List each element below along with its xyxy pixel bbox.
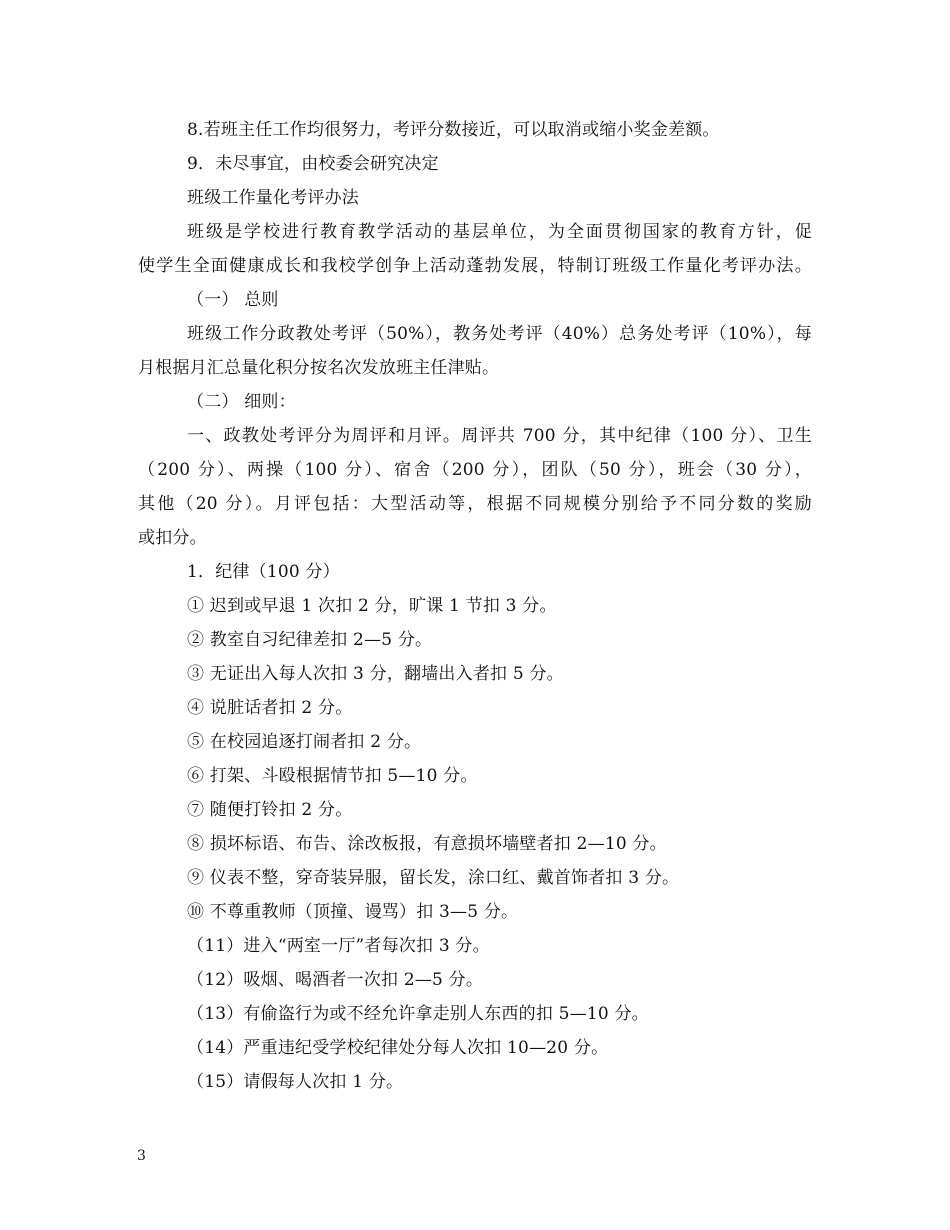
discipline-rule-4: ④ 说脏话者扣 2 分。	[187, 698, 353, 718]
discipline-rule-6: ⑥ 打架、斗殴根据情节扣 5—10 分。	[187, 766, 478, 786]
page-number: 3	[137, 1148, 146, 1164]
rule-item-9: 9．未尽事宜，由校委会研究决定	[187, 154, 439, 174]
discipline-rule-14: （14）严重违纪受学校纪律处分每人次扣 10—20 分。	[187, 1038, 609, 1058]
section-title: 班级工作量化考评办法	[187, 188, 359, 208]
details-paragraph-line-2: （200 分）、两操（100 分）、宿舍（200 分），团队（50 分），班会（30 分），	[138, 460, 812, 480]
general-paragraph-line-2: 月根据月汇总量化积分按名次发放班主任津贴。	[138, 358, 500, 378]
general-heading: （一） 总则	[187, 290, 279, 310]
discipline-rule-1: ① 迟到或早退 1 次扣 2 分，旷课 1 节扣 3 分。	[187, 596, 557, 616]
discipline-rule-3: ③ 无证出入每人次扣 3 分，翻墙出入者扣 5 分。	[187, 664, 564, 684]
details-paragraph-line-4: 或扣分。	[138, 528, 207, 548]
details-paragraph-line-1: 一、政教处考评分为周评和月评。周评共 700 分，其中纪律（100 分）、卫生	[187, 426, 812, 446]
rule-item-8: 8.若班主任工作均很努力，考评分数接近，可以取消或缩小奖金差额。	[187, 120, 720, 140]
discipline-rule-9: ⑨ 仪表不整，穿奇装异服，留长发，涂口红、戴首饰者扣 3 分。	[187, 868, 680, 888]
discipline-rule-11: （11）进入“两室一厅”者每次扣 3 分。	[187, 936, 490, 956]
discipline-rule-15: （15）请假每人次扣 1 分。	[187, 1072, 404, 1092]
discipline-rule-13: （13）有偷盗行为或不经允许拿走别人东西的扣 5—10 分。	[187, 1004, 649, 1024]
discipline-rule-5: ⑤ 在校园追逐打闹者扣 2 分。	[187, 732, 422, 752]
discipline-rule-10: ⑩ 不尊重教师（顶撞、谩骂）扣 3—5 分。	[187, 902, 519, 922]
intro-paragraph-line-1: 班级是学校进行教育教学活动的基层单位，为全面贯彻国家的教育方针，促	[187, 222, 812, 242]
intro-paragraph-line-2: 使学生全面健康成长和我校学创争上活动蓬勃发展，特制订班级工作量化考评办法。	[138, 256, 812, 276]
discipline-rule-7: ⑦ 随便打铃扣 2 分。	[187, 800, 353, 820]
details-paragraph-line-3: 其他（20 分）。月评包括：大型活动等，根据不同规模分别给予不同分数的奖励	[138, 494, 812, 514]
general-paragraph-line-1: 班级工作分政教处考评（50%），教务处考评（40%）总务处考评（10%），每	[187, 324, 812, 344]
discipline-rule-8: ⑧ 损坏标语、布告、涂改板报，有意损坏墙壁者扣 2—10 分。	[187, 834, 667, 854]
discipline-heading: 1．纪律（100 分）	[187, 562, 340, 582]
discipline-rule-2: ② 教室自习纪律差扣 2—5 分。	[187, 630, 433, 650]
details-heading: （二） 细则：	[187, 392, 296, 412]
discipline-rule-12: （12）吸烟、喝酒者一次扣 2—5 分。	[187, 970, 484, 990]
